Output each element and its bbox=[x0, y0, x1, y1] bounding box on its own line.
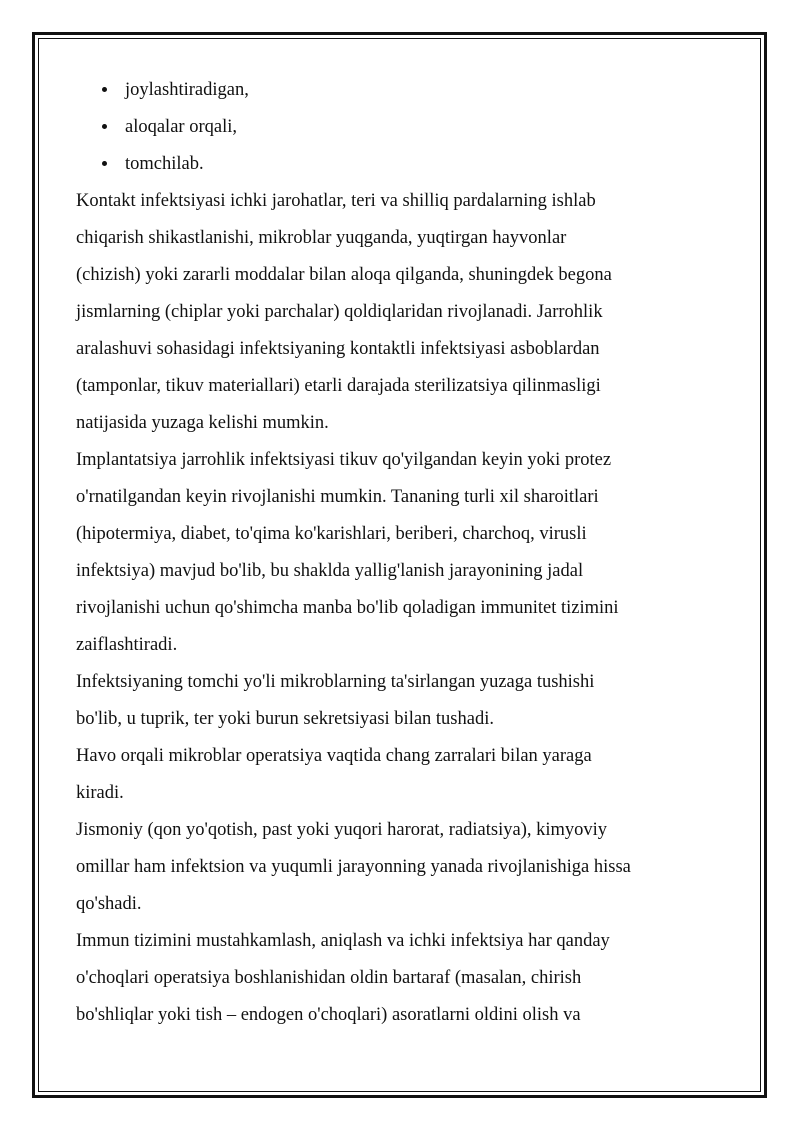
bullet-item bbox=[76, 109, 726, 146]
text-line: Jismoniy (qon yo'qotish, past yoki yuqori harorat, radiatsiya), kimyoviy bbox=[76, 820, 608, 840]
bullet-list bbox=[76, 72, 726, 183]
text-line: Kontakt infektsiyasi ichki jarohatlar, teri va shilliq pardalarning ishlab bbox=[76, 191, 596, 211]
text-line: omillar ham infektsion va yuqumli jarayonning yanada rivojlanishiga hissa bbox=[76, 857, 631, 877]
text-line: rivojlanishi uchun qo'shimcha manba bo'lib qoladigan immunitet tizimini bbox=[76, 598, 619, 618]
paragraph-immune-system bbox=[76, 923, 726, 1034]
paragraph-airborne-infection bbox=[76, 738, 726, 812]
text-line: aralashuvi sohasidagi infektsiyaning kontaktli infektsiyasi asboblardan bbox=[76, 339, 600, 359]
bullet-item bbox=[76, 72, 726, 109]
bullet-icon bbox=[102, 124, 107, 129]
text-line: jismlarning (chiplar yoki parchalar) qoldiqlaridan rivojlanadi. Jarrohlik bbox=[76, 302, 603, 322]
bullet-icon bbox=[102, 161, 107, 166]
text-line: infektsiya) mavjud bo'lib, bu shaklda yallig'lanish jarayonining jadal bbox=[76, 561, 584, 581]
text-line: (hipotermiya, diabet, to'qima ko'karishlari, beriberi, charchoq, virusli bbox=[76, 524, 587, 544]
bullet-text: joylashtiradigan, bbox=[125, 80, 249, 100]
paragraph-physical-factors bbox=[76, 812, 726, 923]
text-line: o'choqlari operatsiya boshlanishidan oldin bartaraf (masalan, chirish bbox=[76, 968, 582, 988]
bullet-item bbox=[76, 146, 726, 183]
text-line: Implantatsiya jarrohlik infektsiyasi tikuv qo'yilgandan keyin yoki protez bbox=[76, 450, 612, 470]
bullet-icon bbox=[102, 87, 107, 92]
text-line: natijasida yuzaga kelishi mumkin. bbox=[76, 413, 329, 433]
text-line: qo'shadi. bbox=[76, 894, 142, 914]
bullet-text: tomchilab. bbox=[125, 154, 204, 174]
paragraph-droplet-infection bbox=[76, 664, 726, 738]
text-line: Immun tizimini mustahkamlash, aniqlash va ichki infektsiya har qanday bbox=[76, 931, 610, 951]
text-line: bo'shliqlar yoki tish – endogen o'choqlari) asoratlarni oldini olish va bbox=[76, 1005, 581, 1025]
paragraph-contact-infection bbox=[76, 183, 726, 442]
text-line: Havo orqali mikroblar operatsiya vaqtida chang zarralari bilan yaraga bbox=[76, 746, 592, 766]
paragraph-implantation-infection bbox=[76, 442, 726, 664]
text-line: bo'lib, u tuprik, ter yoki burun sekretsiyasi bilan tushadi. bbox=[76, 709, 494, 729]
text-line: zaiflashtiradi. bbox=[76, 635, 178, 655]
text-line: kiradi. bbox=[76, 783, 124, 803]
text-line: Infektsiyaning tomchi yo'li mikroblarning ta'sirlangan yuzaga tushishi bbox=[76, 672, 595, 692]
text-line: (tamponlar, tikuv materiallari) etarli darajada sterilizatsiya qilinmasligi bbox=[76, 376, 601, 396]
document-body bbox=[76, 72, 726, 1034]
text-line: chiqarish shikastlanishi, mikroblar yuqganda, yuqtirgan hayvonlar bbox=[76, 228, 567, 248]
bullet-text: aloqalar orqali, bbox=[125, 117, 237, 137]
text-line: o'rnatilgandan keyin rivojlanishi mumkin. Tananing turli xil sharoitlari bbox=[76, 487, 599, 507]
text-line: (chizish) yoki zararli moddalar bilan aloqa qilganda, shuningdek begona bbox=[76, 265, 612, 285]
